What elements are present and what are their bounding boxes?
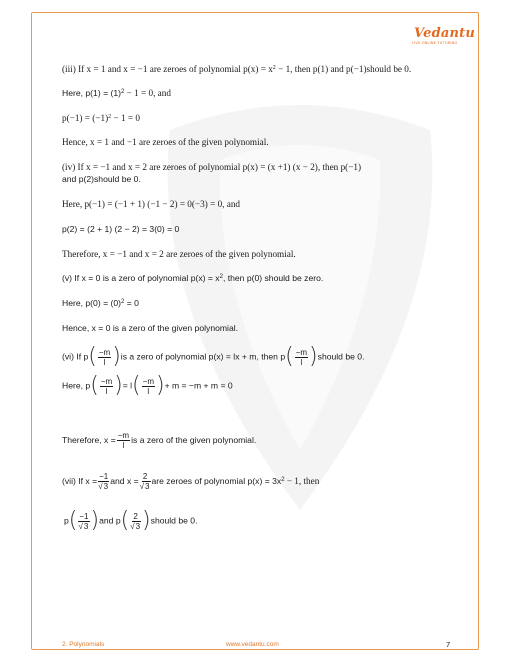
math-line: (vii) If x = $\frac{-1}{√3}$ and x = $\frac{2}{√3}$ are zeroes of polynomial $p(x) = 3x^2 - 1$, then xyxy=(62,472,320,491)
vedantu-logo xyxy=(410,26,475,48)
logo-tagline: LIVE ONLINE TUTORING xyxy=(412,41,458,45)
text-line: Here, $p(0) = (0)^2 = 0$ xyxy=(62,298,139,308)
footer-website[interactable]: www.vedantu.com xyxy=(226,641,279,648)
math-line: Therefore, x = $\frac{-m}{l}$ is a zero of the given polynomial. xyxy=(62,431,257,450)
page-number: 7 xyxy=(446,640,451,649)
text-line: and p(2)should be 0. xyxy=(62,174,141,184)
fraction: $\frac{2}{√3}$ xyxy=(130,511,141,531)
fraction: $\frac{-m}{l}$ xyxy=(295,347,308,367)
watermark-logo xyxy=(150,90,450,530)
math-line: Here, p( $\frac{-m}{l}$ )= l( $\frac{-m}{l}$ )+ m = −m + m = 0 xyxy=(62,373,233,398)
text-line: Hence, x = 1 and −1 are zeroes of the given polynomial. xyxy=(62,137,269,147)
footer-chapter: 2. Polynomials xyxy=(62,641,105,648)
text-line: Here, $p(1) = (1)^2 - 1 = 0$, and xyxy=(62,88,171,98)
text-line: Therefore, x = −1 and x = 2 are zeroes of the given polynomial. xyxy=(62,249,296,259)
text-line: p(2) = (2 + 1) (2 − 2) = 3(0) = 0 xyxy=(62,224,180,234)
text-line: (v) If x = 0 is a zero of polynomial $p(x) = x^2$, then p(0) should be zero. xyxy=(62,273,324,283)
fraction: $\frac{-m}{l}$ xyxy=(117,431,130,450)
logo-wordmark: Vedantu xyxy=(414,26,475,41)
text-line: Here, p(−1) = (−1 + 1) (−1 − 2) = 0(−3) = 0, and xyxy=(62,199,241,209)
fraction: $\frac{2}{√3}$ xyxy=(139,472,150,491)
fraction: $\frac{-1}{√3}$ xyxy=(98,472,109,491)
fraction: $\frac{-m}{l}$ xyxy=(98,347,111,367)
text-line: (iv) If x = −1 and x = 2 are zeroes of polynomial p(x) = (x +1) (x − 2), then p(−1) xyxy=(62,162,362,172)
math-line: (vi) If p( $\frac{-m}{l}$ )is a zero of polynomial p(x) = lx + m, then p( $\frac{-m}{l}$ )should be 0. xyxy=(62,344,365,369)
fraction: $\frac{-1}{√3}$ xyxy=(78,511,89,531)
text-line: (iii) If x = 1 and x = −1 are zeroes of polynomial $p(x) = x^2 - 1$, then p(1) and p(−1)should be 0. xyxy=(62,64,412,74)
fraction: $\frac{-m}{l}$ xyxy=(142,376,154,396)
math-line: p( $\frac{-1}{√3}$ )and p( $\frac{2}{√3}$ )should be 0. xyxy=(64,508,198,533)
text-line: $p(-1) = (-1)^2 - 1 = 0$ xyxy=(62,113,140,123)
text-line: Hence, x = 0 is a zero of the given polynomial. xyxy=(62,323,239,333)
fraction: $\frac{-m}{l}$ xyxy=(100,376,113,396)
